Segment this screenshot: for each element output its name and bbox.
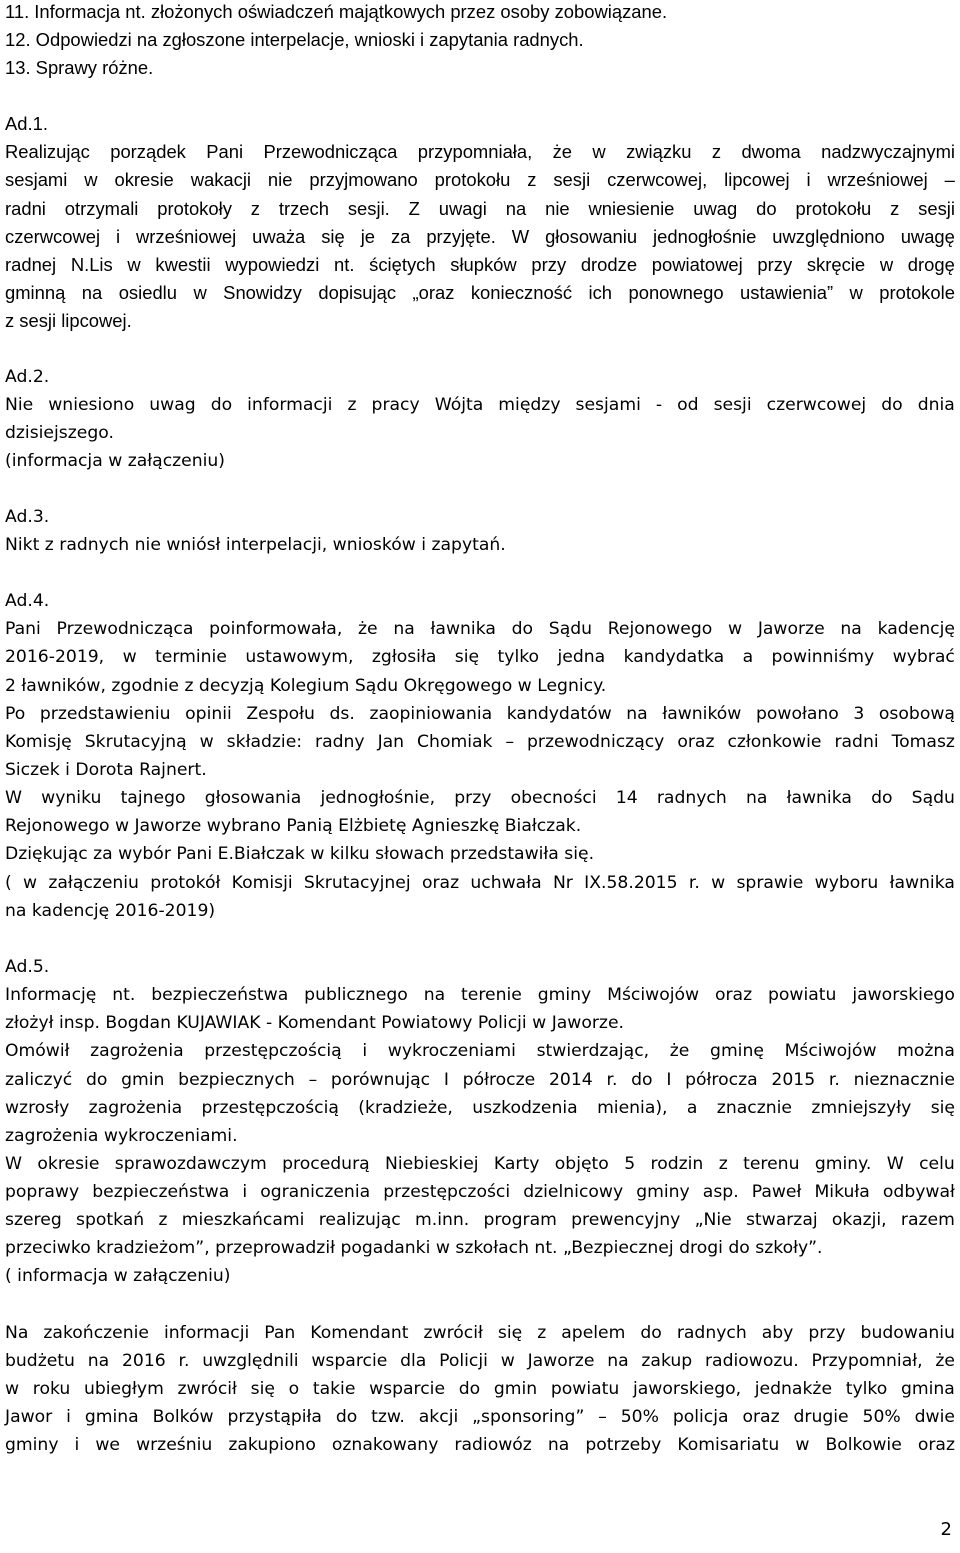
ad5-line: ( informacja w załączeniu) [5,1266,231,1286]
ad5-heading: Ad.5. [5,957,50,977]
ad5-line: zaliczyć do gmin bezpiecznych – porównując I półrocze 2014 r. do I półrocza 2015 r. nieznacznie [5,1070,955,1090]
ad5-line: zagrożenia wykroczeniami. [5,1126,238,1146]
ad4-heading: Ad.4. [5,591,50,611]
agenda-item-11: 11. Informacja nt. złożonych oświadczeń majątkowych przez osoby zobowiązane. [5,1,668,22]
ad1-line: gminną na osiedlu w Snowidzy dopisując „oraz konieczność ich ponownego ustawienia” w protokole [5,282,955,303]
ad4-line: 2 ławników, zgodnie z decyzją Kolegium Sądu Okręgowego w Legnicy. [5,676,607,696]
ad3-heading: Ad.3. [5,507,50,527]
ad4-line: ( w załączeniu protokół Komisji Skrutacyjnej oraz uchwała Nr IX.58.2015 r. w sprawie wyboru ławnika [5,873,955,893]
ad5-line: szereg spotkań z mieszkańcami realizując m.inn. program prewencyjny „Nie stwarzaj okazji, razem [5,1210,955,1230]
ad2-line: Nie wniesiono uwag do informacji z pracy Wójta między sesjami - od sesji czerwcowej do dnia [5,395,955,415]
ad4-line: W wyniku tajnego głosowania jednogłośnie, przy obecności 14 radnych na ławnika do Sądu [5,788,955,808]
ad5-line: poprawy bezpieczeństwa i ograniczenia przestępczości dzielnicowy gminy asp. Paweł Mikuła odbywał [5,1182,955,1202]
ad2-line: dzisiejszego. [5,423,114,443]
ad1-line: radni otrzymali protokoły z trzech sesji. Z uwagi na nie wniesienie uwag do protokołu z sesji [5,198,955,219]
ad1-heading: Ad.1. [5,113,48,134]
ad2-line: (informacja w załączeniu) [5,451,226,471]
agenda-item-13: 13. Sprawy różne. [5,57,154,78]
ad5-line: przeciwko kradzieżom”, przeprowadził pogadanki w szkołach nt. „Bezpiecznej drogi do szkoły”. [5,1238,823,1258]
ad4-line: na kadencję 2016-2019) [5,901,216,921]
ad3-line: Nikt z radnych nie wniósł interpelacji, wniosków i zapytań. [5,535,506,555]
ad5-line: wzrosły zagrożenia przestępczością (kradzieże, uszkodzenia mienia), a znacznie zmniejszyły się [5,1098,955,1118]
ad4-line: Dziękując za wybór Pani E.Białczak w kilku słowach przedstawiła się. [5,844,595,864]
ad1-line: sesjami w okresie wakacji nie przyjmowano protokołu z sesji czerwcowej, lipcowej i wrześniowej – [5,169,955,190]
ad4-line: Po przedstawieniu opinii Zespołu ds. zaopiniowania kandydatów na ławników powołano 3 osobową [5,704,955,724]
ad5-line: złożył insp. Bogdan KUJAWIAK - Komendant Powiatowy Policji w Jaworze. [5,1013,624,1033]
ad5-closing-line: Jawor i gmina Bolków przystąpiła do tzw. akcji „sponsoring” – 50% policja oraz drugie 50% dwie [5,1407,955,1427]
ad5-closing-line: budżetu na 2016 r. uwzględnili wsparcie dla Policji w Jaworze na zakup radiowozu. Przypomniał, że [5,1351,955,1371]
ad5-closing-line: Na zakończenie informacji Pan Komendant zwrócił się z apelem do radnych aby przy budowaniu [5,1323,955,1343]
ad4-line: Komisję Skrutacyjną w składzie: radny Jan Chomiak – przewodniczący oraz członkowie radni Tomasz [5,732,955,752]
page-number: 2 [940,1519,952,1540]
ad1-line: radnej N.Lis w kwestii wypowiedzi nt. ściętych słupków przy drodze powiatowej przy skręcie w drogę [5,254,955,275]
agenda-item-12: 12. Odpowiedzi na zgłoszone interpelacje, wnioski i zapytania radnych. [5,29,584,50]
ad1-line: z sesji lipcowej. [5,310,132,331]
ad5-closing-line: w roku ubiegłym zwrócił się o takie wsparcie do gmin powiatu jaworskiego, jednakże tylko gmina [5,1379,955,1399]
ad5-line: Omówił zagrożenia przestępczością i wykroczeniami stwierdzając, że gminę Mściwojów można [5,1041,955,1061]
ad1-line: Realizując porządek Pani Przewodnicząca przypomniała, że w związku z dwoma nadzwyczajnymi [5,141,955,162]
ad1-line: czerwcowej i wrześniowej uważa się je za przyjęte. W głosowaniu jednogłośnie uwzględniono uwagę [5,226,955,247]
ad5-closing-line: gminy i we wrześniu zakupiono oznakowany radiowóz na potrzeby Komisariatu w Bolkowie oraz [5,1435,955,1455]
ad5-line: Informację nt. bezpieczeństwa publicznego na terenie gminy Mściwojów oraz powiatu jaworskiego [5,985,955,1005]
ad4-line: Siczek i Dorota Rajnert. [5,760,207,780]
ad4-line: Rejonowego w Jaworze wybrano Panią Elżbietę Agnieszkę Białczak. [5,816,582,836]
ad4-line: Pani Przewodnicząca poinformowała, że na ławnika do Sądu Rejonowego w Jaworze na kadencję [5,619,955,639]
ad2-heading: Ad.2. [5,367,50,387]
ad4-line: 2016-2019, w terminie ustawowym, zgłosiła się tylko jedna kandydatka a powinniśmy wybrać [5,647,955,667]
ad5-line: W okresie sprawozdawczym procedurą Niebieskiej Karty objęto 5 rodzin z terenu gminy. W celu [5,1154,955,1174]
